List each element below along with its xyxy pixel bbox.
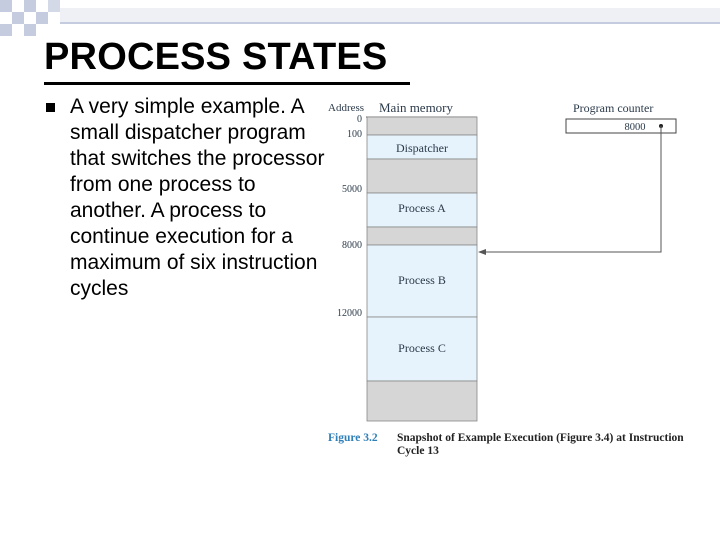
address-8000: 8000 [342,240,362,251]
process-a-label: Process A [398,201,446,215]
gray-segment-top [367,117,477,135]
process-c-label: Process C [398,341,446,355]
gray-segment-2 [367,159,477,193]
main-memory-header: Main memory [379,100,454,115]
address-100: 100 [347,129,362,140]
decorative-checker-pattern [0,0,720,40]
address-5000: 5000 [342,184,362,195]
process-b-label: Process B [398,273,446,287]
program-counter-value: 8000 [624,122,646,133]
gray-segment-bottom [367,381,477,421]
program-counter-header: Program counter [573,101,654,115]
bullet-square-icon [46,103,55,112]
dispatcher-label: Dispatcher [396,141,448,155]
address-12000: 12000 [337,308,362,319]
address-header: Address [328,102,365,114]
gray-segment-3 [367,227,477,245]
figure-caption-text: Snapshot of Example Execution (Figure 3.4) at Instruction Cycle 13 [397,432,684,457]
pc-pointer-arrow [485,126,661,252]
address-0: 0 [357,114,362,125]
figure-caption-number: Figure 3.2 [328,432,378,444]
memory-diagram [320,95,700,465]
title-underline [44,82,410,85]
slide-body-text: A very simple example. A small dispatcher program that switches the processor from one process to another. A process to continue execution for a maximum of six instruction cycles [70,95,325,300]
slide-title: PROCESS STATES [44,36,388,78]
arrowhead-icon [478,249,486,255]
